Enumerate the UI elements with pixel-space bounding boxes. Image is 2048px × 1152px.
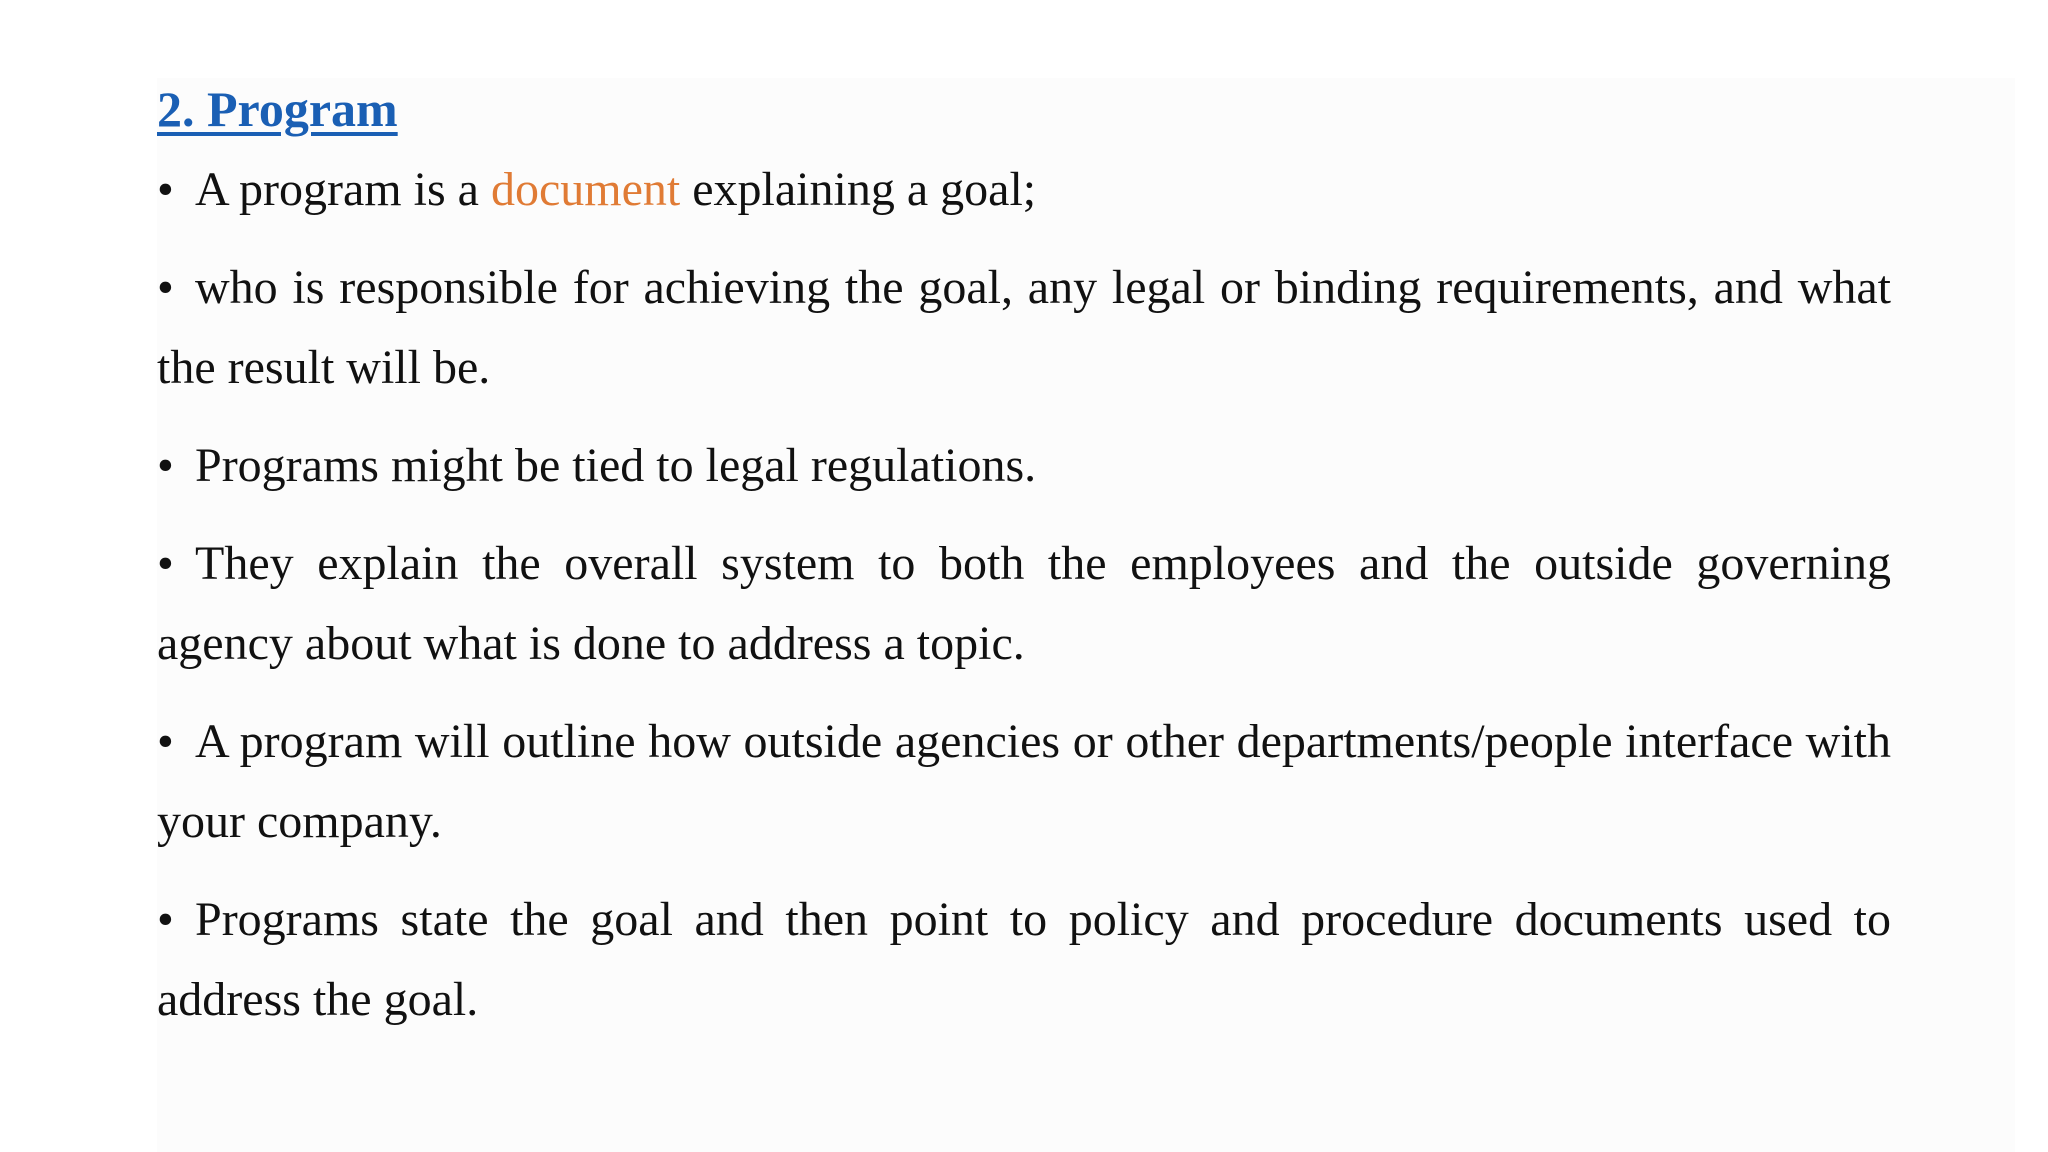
- bullet-6-text: Programs state the goal and then point to policy and procedure documents used to address the goal.: [157, 893, 1891, 1026]
- bullet-5-text: A program will outline how outside agencies or other departments/people interface with your company.: [157, 715, 1891, 848]
- highlighted-term: document: [490, 163, 681, 216]
- bullet-icon: •: [157, 893, 174, 946]
- bullet-icon: •: [157, 537, 174, 590]
- bullet-1-text-after: explaining a goal;: [680, 163, 1037, 216]
- bullet-2-text: who is responsible for achieving the goal, any legal or binding requirements, and what the result will be.: [157, 261, 1891, 394]
- bullet-item-1: [157, 150, 1891, 230]
- bullet-item-6: [157, 880, 1891, 1040]
- bullet-icon: •: [157, 261, 174, 314]
- slide-heading: 2. Program: [157, 81, 398, 137]
- bullet-icon: •: [157, 715, 174, 768]
- bullet-icon: •: [157, 163, 174, 216]
- bullet-item-2: [157, 248, 1891, 408]
- bullet-item-5: [157, 702, 1891, 862]
- bullet-list: [157, 150, 1891, 1040]
- bullet-item-3: [157, 426, 1891, 506]
- bullet-icon: •: [157, 439, 174, 492]
- bullet-item-4: [157, 524, 1891, 684]
- bullet-3-text: Programs might be tied to legal regulations.: [195, 439, 1037, 492]
- bullet-4-text: They explain the overall system to both the employees and the outside governing agency about what is done to address a topic.: [157, 537, 1891, 670]
- bullet-1-text-before: A program is a: [195, 163, 491, 216]
